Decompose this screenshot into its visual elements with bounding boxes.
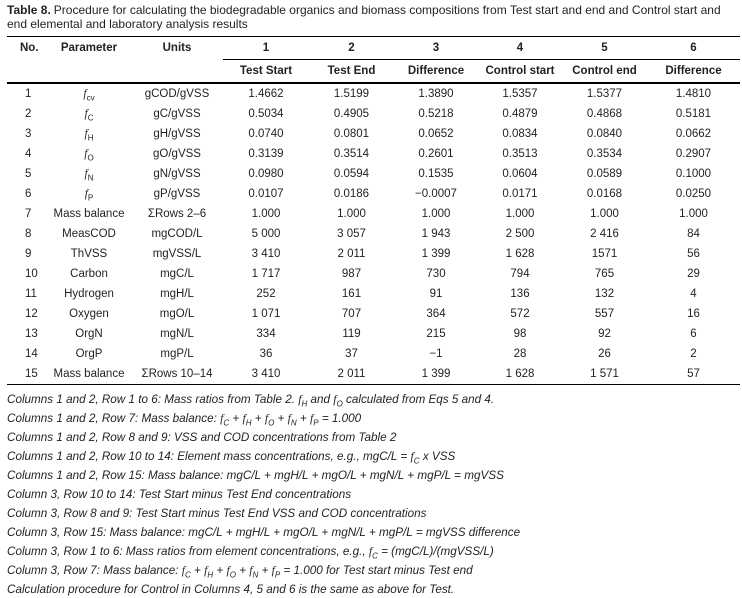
cell-difference-test: 0.1535 — [418, 168, 454, 180]
cell-test-end: 3 057 — [337, 228, 366, 240]
cell-control-start: 1 628 — [505, 368, 535, 380]
table-row — [7, 124, 740, 144]
cell-difference-control: 0.5181 — [675, 108, 712, 120]
table-row — [7, 284, 740, 304]
cell-control-end: 1.5377 — [586, 88, 623, 100]
cell-difference-test: −1 — [429, 348, 443, 360]
cell-control-start: 98 — [513, 328, 527, 340]
cell-control-end: 557 — [594, 308, 615, 320]
cell-test-end: 2 011 — [337, 368, 366, 380]
cell-no: 13 — [25, 328, 38, 340]
cell-difference-control: 16 — [687, 308, 700, 320]
table-footnotes — [7, 385, 740, 598]
cell-test-end: 0.0186 — [333, 188, 370, 200]
column-header-6: 6 — [647, 37, 740, 60]
cell-test-end: 2 011 — [337, 248, 366, 260]
cell-difference-control: 0.0250 — [675, 188, 712, 200]
cell-parameter: $f_P$ — [84, 188, 94, 203]
cell-no: 7 — [25, 208, 32, 220]
cell-control-end: 0.4868 — [586, 108, 623, 120]
cell-control-start: 136 — [510, 288, 530, 300]
cell-units: ΣRows 10–14 — [141, 368, 213, 380]
table-row — [7, 224, 740, 244]
cell-parameter: $f_O$ — [84, 148, 94, 163]
cell-difference-test: 91 — [429, 288, 443, 300]
cell-test-start: 3 410 — [251, 248, 281, 260]
cell-control-start: 1.000 — [505, 208, 535, 220]
cell-no: 1 — [25, 88, 32, 100]
cell-test-start: 252 — [256, 288, 276, 300]
cell-test-start: 5 000 — [251, 228, 281, 240]
cell-difference-control: 57 — [687, 368, 700, 380]
cell-no: 4 — [25, 148, 32, 160]
table-number-label: Table 8. — [7, 3, 51, 17]
column-subheader-test-start: Test Start — [223, 60, 309, 84]
cell-control-start: 0.0171 — [502, 188, 538, 200]
table-row — [7, 364, 740, 385]
data-table — [7, 36, 740, 385]
cell-units: mgCOD/L — [151, 228, 203, 240]
table-row — [7, 204, 740, 224]
cell-units: mgVSS/L — [152, 248, 202, 260]
footnote-line: Column 3, Row 7: Mass balance: $f_C + f_H + f_O + f_N + f_P = 1.000$ for Test start minus Test end — [7, 564, 473, 580]
cell-difference-test: 1 399 — [421, 368, 451, 380]
table-row — [7, 104, 740, 124]
column-header-1: 1 — [223, 37, 309, 60]
cell-parameter: Hydrogen — [64, 288, 114, 300]
cell-difference-test: 0.2601 — [418, 148, 454, 160]
table-row — [7, 244, 740, 264]
cell-control-start: 572 — [510, 308, 530, 320]
cell-no: 14 — [25, 348, 38, 360]
cell-difference-control: 1.4810 — [675, 88, 712, 100]
cell-control-end: 2 416 — [590, 228, 619, 240]
table-row — [7, 184, 740, 204]
footnote-line: Calculation procedure for Control in Columns 4, 5 and 6 is the same as above for Test. — [7, 583, 455, 596]
cell-units: mgC/L — [160, 268, 194, 280]
table-caption-text: Procedure for calculating the biodegradable organics and biomass compositions from Test start and end and Control start and end elemental and laboratory analysis results — [7, 3, 721, 31]
cell-difference-test: 364 — [426, 308, 446, 320]
cell-units: gC/gVSS — [153, 108, 201, 120]
cell-control-start: 0.0834 — [502, 128, 538, 140]
cell-units: mgN/L — [160, 328, 194, 340]
cell-difference-control: 56 — [687, 248, 700, 260]
cell-parameter: $f_C$ — [84, 108, 94, 123]
cell-difference-control: 1.000 — [679, 208, 708, 220]
table-row — [7, 344, 740, 364]
cell-control-start: 0.3513 — [502, 148, 538, 160]
cell-test-end: 37 — [345, 348, 358, 360]
cell-control-end: 0.0840 — [586, 128, 623, 140]
cell-difference-test: 0.5218 — [418, 108, 454, 120]
footnote-line: Columns 1 and 2, Row 10 to 14: Element mass concentrations, e.g., $mgC/L = f_C$ x VSS — [7, 450, 456, 466]
column-subheader-control-end: Control end — [562, 60, 647, 84]
cell-parameter: Mass balance — [53, 368, 125, 380]
cell-test-end: 1.5199 — [333, 88, 370, 100]
cell-difference-test: 730 — [426, 268, 446, 280]
cell-control-start: 0.4879 — [502, 108, 538, 120]
column-header-3: 3 — [394, 37, 478, 60]
footnote-line: Column 3, Row 8 and 9: Test Start minus Test End VSS and COD concentrations — [7, 507, 427, 520]
cell-control-end: 1.000 — [590, 208, 619, 220]
cell-control-end: 0.0589 — [586, 168, 623, 180]
table-row — [7, 164, 740, 184]
cell-units: mgP/L — [160, 348, 194, 360]
cell-test-start: 0.0980 — [248, 168, 284, 180]
cell-test-start: 334 — [256, 328, 276, 340]
cell-difference-control: 29 — [687, 268, 700, 280]
cell-units: gN/gVSS — [153, 168, 201, 180]
column-header-no: No. — [7, 37, 47, 84]
footnote-line: Columns 1 and 2, Row 7: Mass balance: $f_C + f_H + f_O + f_N + f_P = 1.000$ — [7, 412, 362, 428]
cell-test-end: 0.0801 — [333, 128, 370, 140]
cell-no: 2 — [25, 108, 32, 120]
cell-difference-test: 1 943 — [421, 228, 451, 240]
table-row — [7, 304, 740, 324]
table-row — [7, 144, 740, 164]
cell-control-end: 92 — [598, 328, 611, 340]
cell-test-start: 1 071 — [251, 308, 281, 320]
cell-control-start: 1.5357 — [502, 88, 538, 100]
cell-no: 11 — [25, 288, 37, 300]
cell-control-start: 794 — [510, 268, 530, 280]
table-row — [7, 264, 740, 284]
cell-units: mgO/L — [159, 308, 195, 320]
column-header-2: 2 — [309, 37, 394, 60]
cell-parameter: Mass balance — [53, 208, 125, 220]
cell-parameter: MeasCOD — [62, 228, 116, 240]
cell-units: ΣRows 2–6 — [147, 208, 207, 220]
table-body — [7, 83, 740, 385]
cell-difference-test: 1.000 — [421, 208, 451, 220]
cell-difference-test: 1.3890 — [418, 88, 454, 100]
cell-parameter: OrgN — [75, 328, 103, 340]
cell-control-end: 1571 — [591, 248, 618, 260]
footnote-line: Columns 1 and 2, Row 1 to 6: Mass ratios from Table 2. $f_H$ and $f_O$ calculated from Eqs 5 and 4. — [7, 393, 495, 409]
footnote-line: Column 3, Row 15: Mass balance: mgC/L + mgH/L + mgO/L + mgN/L + mgP/L = mgVSS difference — [7, 526, 521, 539]
cell-test-end: 0.0594 — [333, 168, 370, 180]
cell-control-end: 132 — [594, 288, 615, 300]
cell-test-start: 0.0107 — [248, 188, 284, 200]
cell-difference-control: 0.1000 — [675, 168, 712, 180]
cell-test-start: 0.5034 — [248, 108, 284, 120]
column-header-5: 5 — [562, 37, 647, 60]
cell-no: 3 — [25, 128, 32, 140]
cell-test-start: 0.0740 — [248, 128, 284, 140]
column-subheader-control-start: Control start — [478, 60, 562, 84]
cell-control-end: 765 — [594, 268, 615, 280]
cell-test-start: 1.4662 — [248, 88, 284, 100]
table-row — [7, 83, 740, 104]
cell-parameter: OrgP — [75, 348, 103, 360]
cell-no: 15 — [25, 368, 38, 380]
cell-test-end: 987 — [341, 268, 362, 280]
cell-no: 5 — [25, 168, 32, 180]
cell-control-end: 0.3534 — [586, 148, 623, 160]
cell-parameter: Carbon — [70, 268, 108, 280]
cell-parameter: $f_{cv}$ — [83, 88, 95, 103]
column-subheader-difference-2: Difference — [647, 60, 740, 84]
column-header-parameter: Parameter — [47, 37, 131, 84]
cell-test-end: 707 — [341, 308, 362, 320]
cell-difference-test: 0.0652 — [418, 128, 454, 140]
cell-test-end: 161 — [341, 288, 362, 300]
cell-difference-test: −0.0007 — [415, 188, 457, 200]
cell-control-end: 26 — [598, 348, 611, 360]
cell-test-start: 1.000 — [251, 208, 281, 220]
footnote-line: Columns 1 and 2, Row 8 and 9: VSS and COD concentrations from Table 2 — [7, 431, 397, 444]
cell-control-start: 28 — [513, 348, 527, 360]
table-row — [7, 324, 740, 344]
cell-no: 9 — [25, 248, 32, 260]
cell-units: gP/gVSS — [153, 188, 201, 200]
cell-difference-control: 2 — [690, 348, 697, 360]
column-subheader-test-end: Test End — [309, 60, 394, 84]
cell-units: gH/gVSS — [153, 128, 201, 140]
cell-difference-control: 84 — [687, 228, 700, 240]
cell-difference-test: 1 399 — [421, 248, 451, 260]
cell-units: mgH/L — [160, 288, 194, 300]
cell-no: 6 — [25, 188, 32, 200]
cell-test-start: 0.3139 — [248, 148, 284, 160]
table-header — [7, 37, 740, 84]
cell-control-start: 2 500 — [505, 228, 535, 240]
cell-test-start: 3 410 — [251, 368, 281, 380]
cell-units: gCOD/gVSS — [144, 88, 210, 100]
cell-parameter: $f_N$ — [84, 168, 94, 183]
column-header-units: Units — [131, 37, 223, 84]
column-subheader-difference-1: Difference — [394, 60, 478, 84]
cell-no: 10 — [25, 268, 38, 280]
column-header-4: 4 — [478, 37, 562, 60]
footnote-line: Column 3, Row 1 to 6: Mass ratios from element concentrations, e.g., $f_C$ = (mgC/L)/(mgVSS/L) — [7, 545, 494, 561]
cell-test-start: 1 717 — [251, 268, 281, 280]
cell-difference-control: 6 — [690, 328, 697, 340]
cell-difference-control: 0.0662 — [675, 128, 712, 140]
cell-no: 8 — [25, 228, 32, 240]
cell-difference-control: 4 — [690, 288, 697, 300]
cell-test-end: 1.000 — [337, 208, 366, 220]
cell-parameter: $f_H$ — [84, 128, 94, 143]
cell-test-end: 0.4905 — [333, 108, 370, 120]
cell-control-start: 0.0604 — [502, 168, 538, 180]
cell-test-end: 119 — [342, 328, 361, 340]
cell-no: 12 — [25, 308, 38, 320]
cell-test-start: 36 — [259, 348, 273, 360]
cell-difference-control: 0.2907 — [675, 148, 712, 160]
cell-parameter: ThVSS — [70, 248, 108, 260]
cell-control-end: 0.0168 — [586, 188, 623, 200]
cell-units: gO/gVSS — [153, 148, 201, 160]
cell-difference-test: 215 — [426, 328, 446, 340]
cell-test-end: 0.3514 — [333, 148, 370, 160]
header-row-numbers — [7, 37, 740, 60]
footnote-line: Column 3, Row 10 to 14: Test Start minus Test End concentrations — [7, 488, 352, 501]
table-caption — [7, 4, 740, 31]
cell-parameter: Oxygen — [69, 308, 109, 320]
footnote-line: Columns 1 and 2, Row 15: Mass balance: mgC/L + mgH/L + mgO/L + mgN/L + mgP/L = mgVSS — [7, 469, 504, 482]
cell-control-start: 1 628 — [505, 248, 535, 260]
cell-control-end: 1 571 — [590, 368, 619, 380]
